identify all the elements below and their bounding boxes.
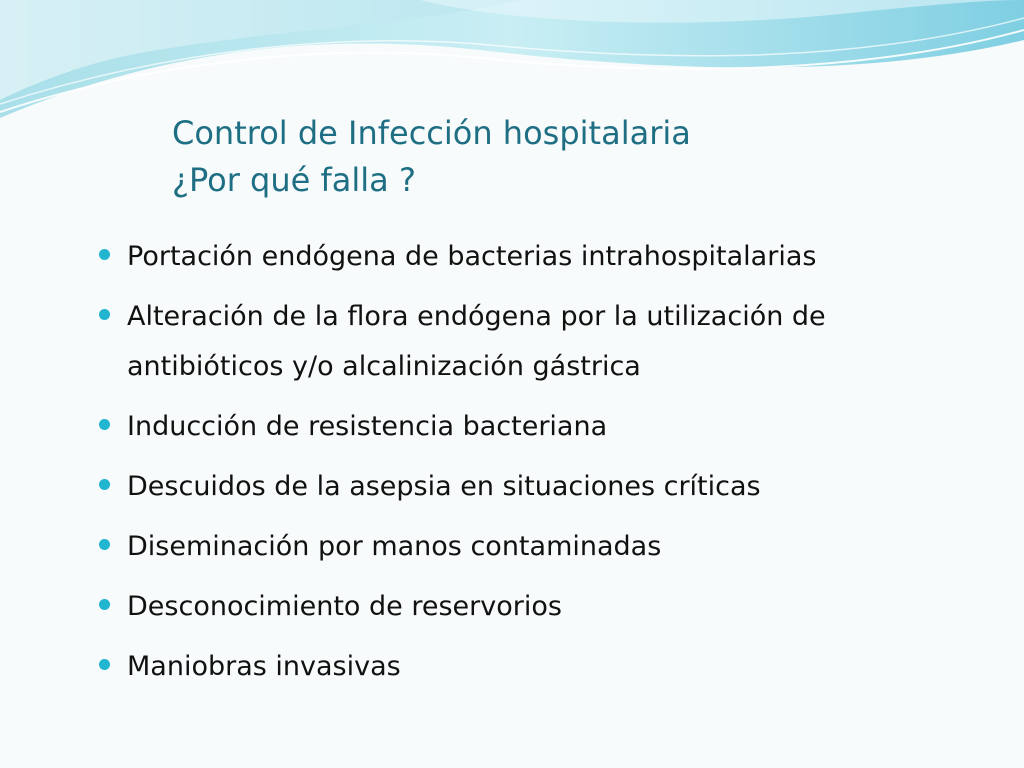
bullet-item (98, 462, 978, 512)
bullet-text: Portación endógena de bacterias intrahospitalarias (127, 241, 817, 272)
bullet-dot-icon (99, 659, 110, 670)
bullet-text: Alteración de la flora endógena por la utilización de antibióticos y/o alcalinización gástrica (127, 301, 826, 382)
bullet-item (98, 642, 978, 692)
bullet-text: Inducción de resistencia bacteriana (127, 411, 608, 442)
bullet-text: Maniobras invasivas (127, 651, 401, 682)
bullet-item (98, 582, 978, 632)
bullet-text: Diseminación por manos contaminadas (127, 531, 662, 562)
bullet-list (98, 232, 978, 702)
bullet-dot-icon (99, 479, 110, 490)
bullet-item (98, 522, 978, 572)
bullet-item (98, 232, 978, 282)
bullet-dot-icon (99, 539, 110, 550)
bullet-dot-icon (99, 249, 110, 260)
title-line-1: Control de Infección hospitalaria (172, 114, 691, 152)
bullet-item (98, 292, 978, 392)
bullet-text: Descuidos de la asepsia en situaciones críticas (127, 471, 761, 502)
bullet-dot-icon (99, 419, 110, 430)
bullet-item (98, 402, 978, 452)
title-line-2: ¿Por qué falla ? (172, 161, 416, 199)
bullet-text: Desconocimiento de reservorios (127, 591, 562, 622)
slide-title (172, 110, 972, 204)
bullet-dot-icon (99, 309, 110, 320)
bullet-dot-icon (99, 599, 110, 610)
